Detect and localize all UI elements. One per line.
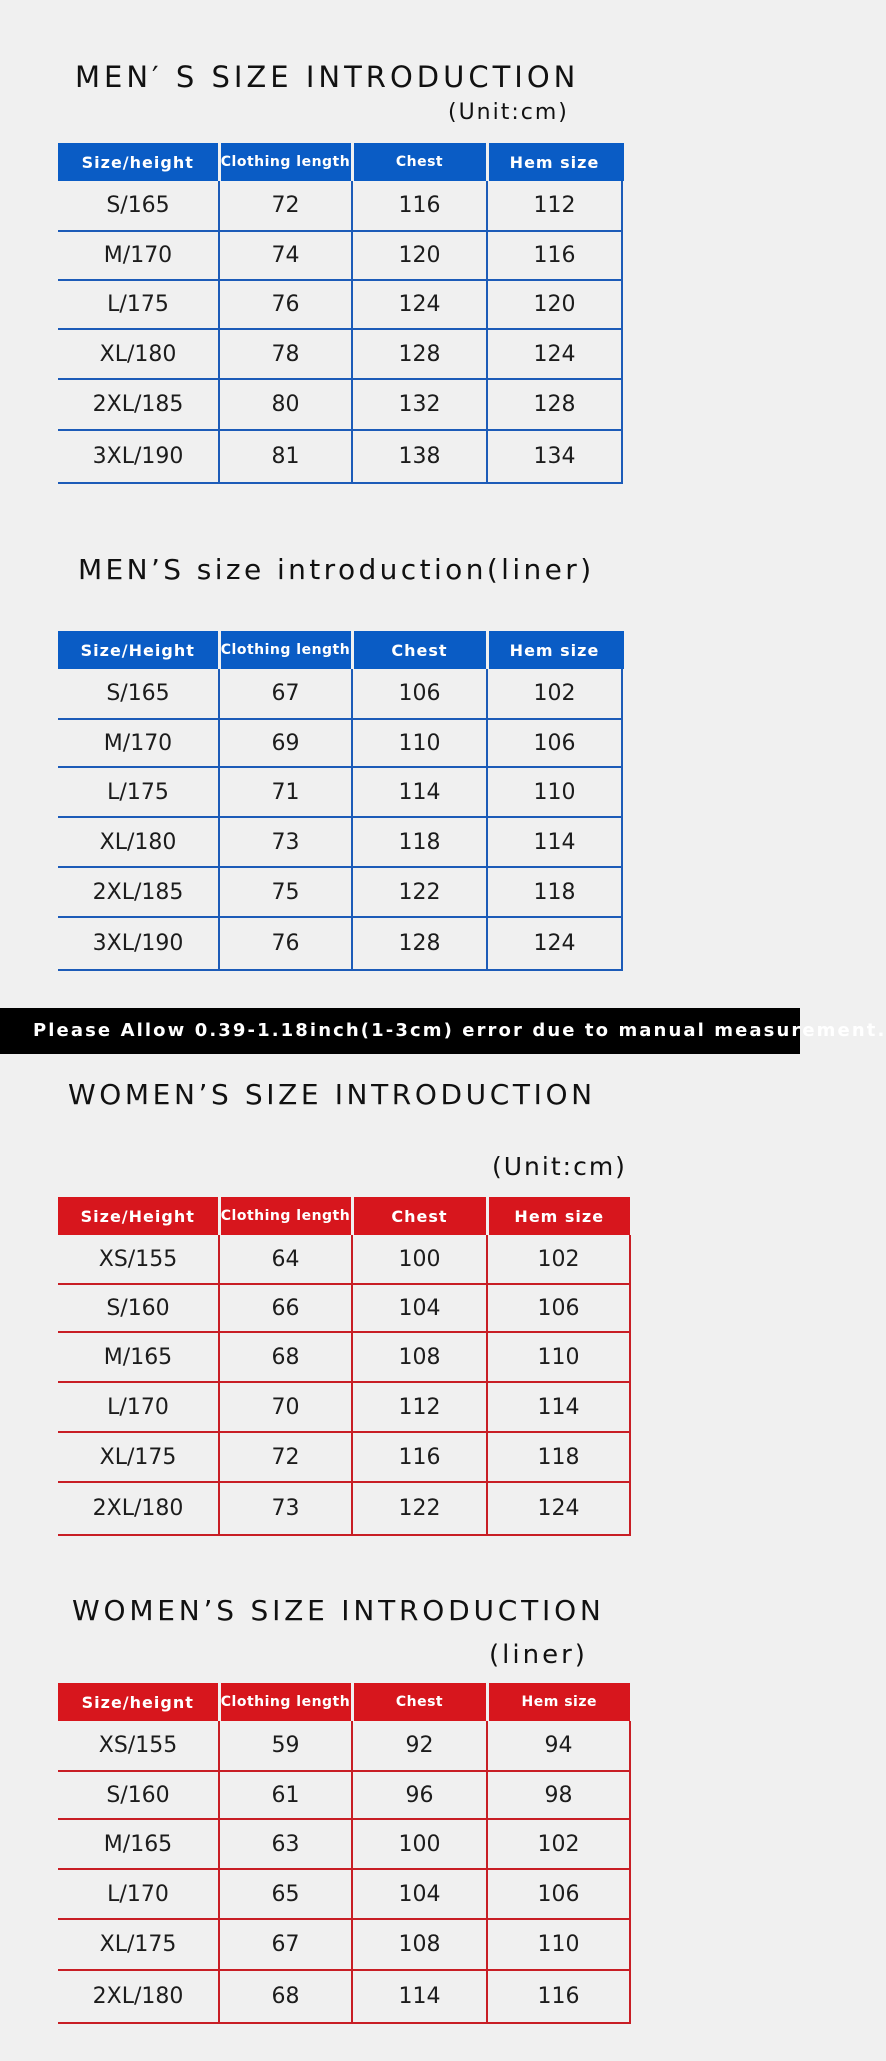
header-clothing-length: Clothing length <box>219 143 352 181</box>
cell-size: S/160 <box>58 1284 219 1332</box>
cell-hem-size: 106 <box>487 1284 630 1332</box>
table-header-row <box>58 631 622 669</box>
cell-clothing-length: 61 <box>219 1771 352 1819</box>
cell-size: 2XL/185 <box>58 867 219 917</box>
women-liner-table <box>58 1683 631 2024</box>
header-chest: Chest <box>352 1683 487 1721</box>
cell-hem-size: 106 <box>487 719 622 767</box>
cell-size: XL/175 <box>58 1919 219 1970</box>
cell-chest: 112 <box>352 1382 487 1432</box>
cell-chest: 122 <box>352 1482 487 1535</box>
cell-clothing-length: 68 <box>219 1332 352 1382</box>
cell-hem-size: 116 <box>487 1970 630 2023</box>
cell-chest: 120 <box>352 231 487 280</box>
cell-clothing-length: 64 <box>219 1235 352 1284</box>
cell-size: L/175 <box>58 280 219 329</box>
cell-size: L/175 <box>58 767 219 817</box>
men-size-table <box>58 143 624 484</box>
cell-size: 3XL/190 <box>58 430 219 483</box>
cell-chest: 118 <box>352 817 487 867</box>
cell-size: 3XL/190 <box>58 917 219 970</box>
table-row <box>58 817 622 867</box>
cell-clothing-length: 59 <box>219 1721 352 1771</box>
table-row <box>58 280 622 329</box>
header-hem-size: Hem size <box>487 143 622 181</box>
men-liner-table <box>58 631 624 971</box>
cell-clothing-length: 81 <box>219 430 352 483</box>
header-clothing-length: Clothing length <box>219 1197 352 1235</box>
cell-chest: 114 <box>352 1970 487 2023</box>
table-row <box>58 1432 630 1482</box>
table-row <box>58 1721 630 1771</box>
cell-size: XL/175 <box>58 1432 219 1482</box>
table-row <box>58 1284 630 1332</box>
cell-hem-size: 106 <box>487 1869 630 1919</box>
header-hem-size: Hem size <box>487 1683 630 1721</box>
header-size: Size/height <box>58 143 219 181</box>
header-hem-size: Hem size <box>487 1197 630 1235</box>
cell-chest: 104 <box>352 1869 487 1919</box>
cell-size: XS/155 <box>58 1721 219 1771</box>
cell-size: M/165 <box>58 1819 219 1869</box>
cell-chest: 108 <box>352 1332 487 1382</box>
cell-hem-size: 114 <box>487 817 622 867</box>
cell-clothing-length: 73 <box>219 1482 352 1535</box>
cell-clothing-length: 69 <box>219 719 352 767</box>
cell-size: M/165 <box>58 1332 219 1382</box>
table-row <box>58 767 622 817</box>
cell-clothing-length: 63 <box>219 1819 352 1869</box>
cell-hem-size: 102 <box>487 1235 630 1284</box>
cell-chest: 92 <box>352 1721 487 1771</box>
header-clothing-length: Clothing length <box>219 1683 352 1721</box>
cell-hem-size: 110 <box>487 767 622 817</box>
women-size-unit: (Unit:cm) <box>492 1152 627 1181</box>
cell-chest: 122 <box>352 867 487 917</box>
cell-size: XL/180 <box>58 817 219 867</box>
cell-hem-size: 114 <box>487 1382 630 1432</box>
table-row <box>58 231 622 280</box>
table-row <box>58 379 622 430</box>
men-liner-title: MEN’S size introduction(liner) <box>78 553 595 586</box>
men-size-unit: (Unit:cm) <box>448 100 569 125</box>
table-row <box>58 1819 630 1869</box>
table-row <box>58 181 622 231</box>
cell-chest: 110 <box>352 719 487 767</box>
cell-chest: 128 <box>352 329 487 379</box>
cell-size: 2XL/185 <box>58 379 219 430</box>
cell-chest: 100 <box>352 1819 487 1869</box>
women-size-table <box>58 1197 631 1536</box>
table-row <box>58 1332 630 1382</box>
header-chest: Chest <box>352 631 487 669</box>
measurement-notice: Please Allow 0.39-1.18inch(1-3cm) error due to manual measurement. <box>0 1008 800 1054</box>
cell-hem-size: 112 <box>487 181 622 231</box>
cell-hem-size: 94 <box>487 1721 630 1771</box>
women-liner-unit: (liner) <box>489 1640 588 1670</box>
header-chest: Chest <box>352 1197 487 1235</box>
table-row <box>58 917 622 970</box>
cell-chest: 108 <box>352 1919 487 1970</box>
cell-size: XL/180 <box>58 329 219 379</box>
cell-clothing-length: 73 <box>219 817 352 867</box>
cell-hem-size: 110 <box>487 1332 630 1382</box>
cell-clothing-length: 74 <box>219 231 352 280</box>
cell-hem-size: 118 <box>487 867 622 917</box>
table-row <box>58 867 622 917</box>
cell-clothing-length: 67 <box>219 1919 352 1970</box>
header-size: Size/Height <box>58 631 219 669</box>
cell-clothing-length: 75 <box>219 867 352 917</box>
cell-hem-size: 124 <box>487 1482 630 1535</box>
cell-clothing-length: 76 <box>219 917 352 970</box>
table-row <box>58 719 622 767</box>
cell-clothing-length: 71 <box>219 767 352 817</box>
table-row <box>58 1235 630 1284</box>
header-chest: Chest <box>352 143 487 181</box>
cell-hem-size: 116 <box>487 231 622 280</box>
cell-chest: 106 <box>352 669 487 719</box>
cell-chest: 128 <box>352 917 487 970</box>
cell-hem-size: 134 <box>487 430 622 483</box>
women-size-title: WOMEN’S SIZE INTRODUCTION <box>68 1078 596 1111</box>
cell-clothing-length: 70 <box>219 1382 352 1432</box>
table-row <box>58 1382 630 1432</box>
table-row <box>58 1771 630 1819</box>
cell-clothing-length: 66 <box>219 1284 352 1332</box>
cell-size: 2XL/180 <box>58 1970 219 2023</box>
cell-size: S/165 <box>58 669 219 719</box>
cell-hem-size: 102 <box>487 669 622 719</box>
cell-chest: 138 <box>352 430 487 483</box>
cell-hem-size: 118 <box>487 1432 630 1482</box>
cell-clothing-length: 65 <box>219 1869 352 1919</box>
women-liner-title: WOMEN’S SIZE INTRODUCTION <box>72 1594 605 1627</box>
men-size-title: MEN′ S SIZE INTRODUCTION <box>75 60 580 94</box>
cell-size: L/170 <box>58 1382 219 1432</box>
header-size: Size/Height <box>58 1197 219 1235</box>
table-row <box>58 329 622 379</box>
cell-clothing-length: 80 <box>219 379 352 430</box>
cell-size: M/170 <box>58 719 219 767</box>
cell-hem-size: 110 <box>487 1919 630 1970</box>
cell-hem-size: 124 <box>487 917 622 970</box>
table-row <box>58 1869 630 1919</box>
cell-hem-size: 124 <box>487 329 622 379</box>
cell-hem-size: 120 <box>487 280 622 329</box>
cell-clothing-length: 78 <box>219 329 352 379</box>
cell-size: S/160 <box>58 1771 219 1819</box>
cell-chest: 96 <box>352 1771 487 1819</box>
table-header-row <box>58 143 622 181</box>
cell-chest: 116 <box>352 181 487 231</box>
header-clothing-length: Clothing length <box>219 631 352 669</box>
table-header-row <box>58 1683 630 1721</box>
table-header-row <box>58 1197 630 1235</box>
cell-clothing-length: 67 <box>219 669 352 719</box>
table-row <box>58 1482 630 1535</box>
cell-clothing-length: 72 <box>219 1432 352 1482</box>
cell-hem-size: 102 <box>487 1819 630 1869</box>
cell-size: L/170 <box>58 1869 219 1919</box>
cell-clothing-length: 72 <box>219 181 352 231</box>
cell-clothing-length: 68 <box>219 1970 352 2023</box>
cell-chest: 116 <box>352 1432 487 1482</box>
cell-chest: 104 <box>352 1284 487 1332</box>
table-row <box>58 1919 630 1970</box>
cell-hem-size: 98 <box>487 1771 630 1819</box>
cell-chest: 100 <box>352 1235 487 1284</box>
cell-size: XS/155 <box>58 1235 219 1284</box>
header-size: Size/heignt <box>58 1683 219 1721</box>
table-row <box>58 430 622 483</box>
table-row <box>58 669 622 719</box>
cell-chest: 114 <box>352 767 487 817</box>
cell-size: S/165 <box>58 181 219 231</box>
cell-clothing-length: 76 <box>219 280 352 329</box>
header-hem-size: Hem size <box>487 631 622 669</box>
cell-hem-size: 128 <box>487 379 622 430</box>
cell-size: M/170 <box>58 231 219 280</box>
cell-chest: 124 <box>352 280 487 329</box>
table-row <box>58 1970 630 2023</box>
cell-chest: 132 <box>352 379 487 430</box>
cell-size: 2XL/180 <box>58 1482 219 1535</box>
